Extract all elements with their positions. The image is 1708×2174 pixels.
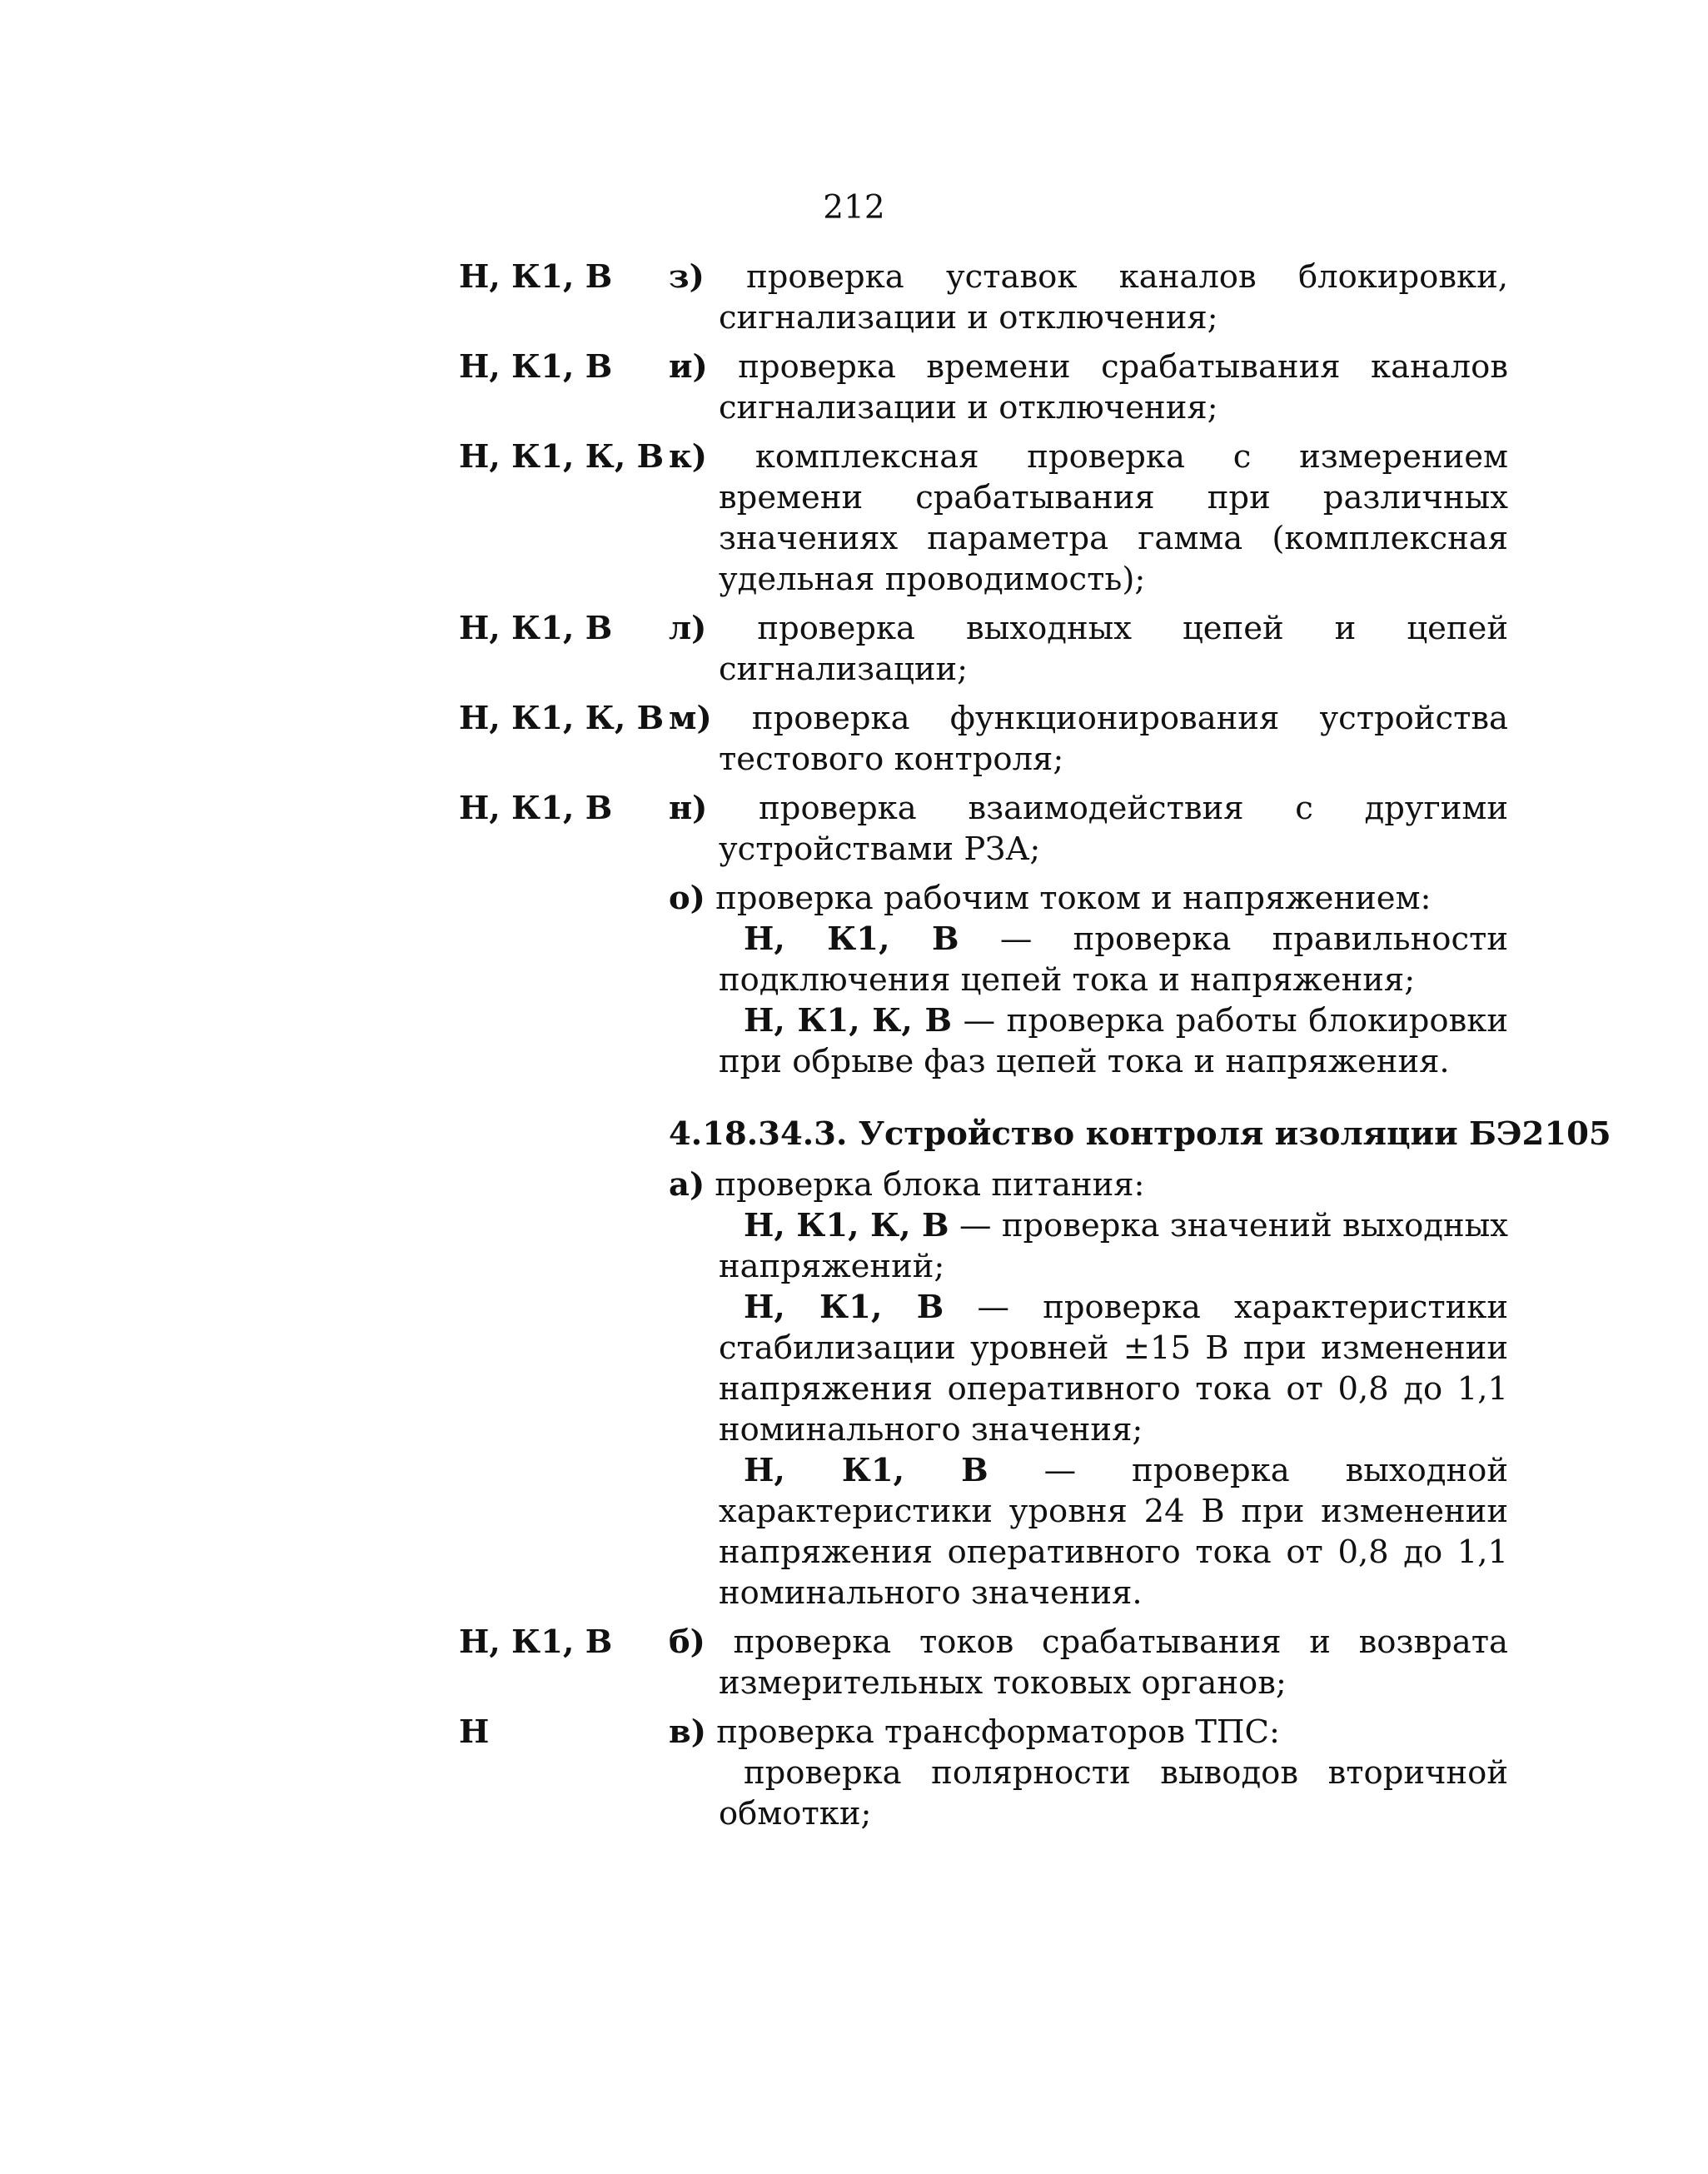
item-description: проверка рабочим током и напряжением: (715, 880, 1432, 917)
item-codes: Н, К1, К, В (459, 700, 665, 737)
item-letter: к) (669, 438, 708, 476)
item-letter: а) (669, 1166, 705, 1204)
list-item-i (459, 347, 1508, 428)
item-codes: Н, К1, В (459, 1623, 613, 1661)
list-item-n (459, 788, 1508, 870)
document-body (459, 257, 1611, 1842)
sub-item-codes: Н, К1, В (744, 920, 959, 958)
item-text (669, 257, 1508, 338)
sub-item-codes: Н, К1, К, В (744, 1002, 953, 1040)
sub-item (669, 1000, 1508, 1082)
sub-item-text: — проверка выходной характеристики уровня 24 В при изменении напряжения оперативного тока от 0,8 до 1,1 номинального значения. (719, 1452, 1508, 1612)
list-item-m (459, 698, 1508, 780)
sub-item-codes: Н, К1, К, В (744, 1207, 949, 1244)
page-number: 212 (823, 189, 885, 227)
item-description: проверка трансформаторов ТПС: (716, 1713, 1280, 1751)
list-item-a (669, 1164, 1508, 1613)
item-description: проверка блока питания: (715, 1166, 1145, 1204)
sub-item (669, 1753, 1508, 1834)
item-letter: м) (669, 700, 712, 737)
item-codes: Н, К1, К, В (459, 438, 665, 476)
sub-item (669, 1287, 1508, 1450)
item-letter: в) (669, 1713, 706, 1751)
sub-item (669, 1205, 1508, 1287)
item-text (669, 878, 1508, 919)
item-description: проверка функционирования устройства тестового контроля; (719, 700, 1508, 778)
item-text (669, 788, 1508, 870)
sub-item (669, 919, 1508, 1000)
item-codes: Н, К1, В (459, 610, 613, 647)
item-text (669, 608, 1508, 690)
item-letter: н) (669, 790, 708, 827)
list-item-v (459, 1712, 1508, 1834)
item-text (669, 436, 1508, 600)
list-item-o (669, 878, 1508, 1082)
item-description: проверка токов срабатывания и возврата измерительных токовых органов; (719, 1623, 1508, 1702)
item-description: проверка взаимодействия с другими устройствами РЗА; (719, 790, 1508, 868)
sub-item-text: — проверка правильности подключения цепей тока и напряжения; (719, 920, 1508, 999)
item-letter: б) (669, 1623, 705, 1661)
item-text (669, 1622, 1508, 1703)
item-text (669, 347, 1508, 428)
item-letter: и) (669, 348, 708, 386)
item-description: проверка уставок каналов блокировки, сигнализации и отключения; (719, 258, 1508, 337)
list-item-z (459, 257, 1508, 338)
sub-item-text: проверка полярности выводов вторичной обмотки; (719, 1754, 1508, 1832)
sub-item (669, 1450, 1508, 1613)
sub-item-text: — проверка работы блокировки при обрыве фаз цепей тока и напряжения. (719, 1002, 1508, 1080)
section-heading: 4.18.34.3. Устройство контроля изоляции БЭ2105 (669, 1115, 1611, 1153)
list-item-b (459, 1622, 1508, 1703)
item-text (669, 1712, 1508, 1753)
sub-item-codes: Н, К1, В (744, 1452, 988, 1489)
sub-item-text: — проверка значений выходных напряжений; (719, 1207, 1508, 1285)
item-letter: о) (669, 880, 705, 917)
sub-item-text: — проверка характеристики стабилизации уровней ±15 В при изменении напряжения оперативного тока от 0,8 до 1,1 номинального значения; (719, 1289, 1509, 1449)
item-text (669, 1164, 1508, 1205)
list-item-k (459, 436, 1508, 600)
item-codes: Н, К1, В (459, 790, 613, 827)
item-description: проверка времени срабатывания каналов сигнализации и отключения; (719, 348, 1508, 426)
sub-item-codes: Н, К1, В (744, 1289, 944, 1326)
item-text (669, 698, 1508, 780)
list-item-l (459, 608, 1508, 690)
item-codes: Н, К1, В (459, 348, 613, 386)
item-codes: Н, К1, В (459, 258, 613, 296)
item-description: проверка выходных цепей и цепей сигнализации; (719, 610, 1508, 688)
item-letter: л) (669, 610, 707, 647)
item-letter: з) (669, 258, 705, 296)
item-description: комплексная проверка с измерением времени срабатывания при различных значениях параметра гамма (комплексная удельная проводимость); (719, 438, 1508, 598)
item-codes: Н (459, 1713, 490, 1751)
item-body (669, 1712, 1508, 1834)
